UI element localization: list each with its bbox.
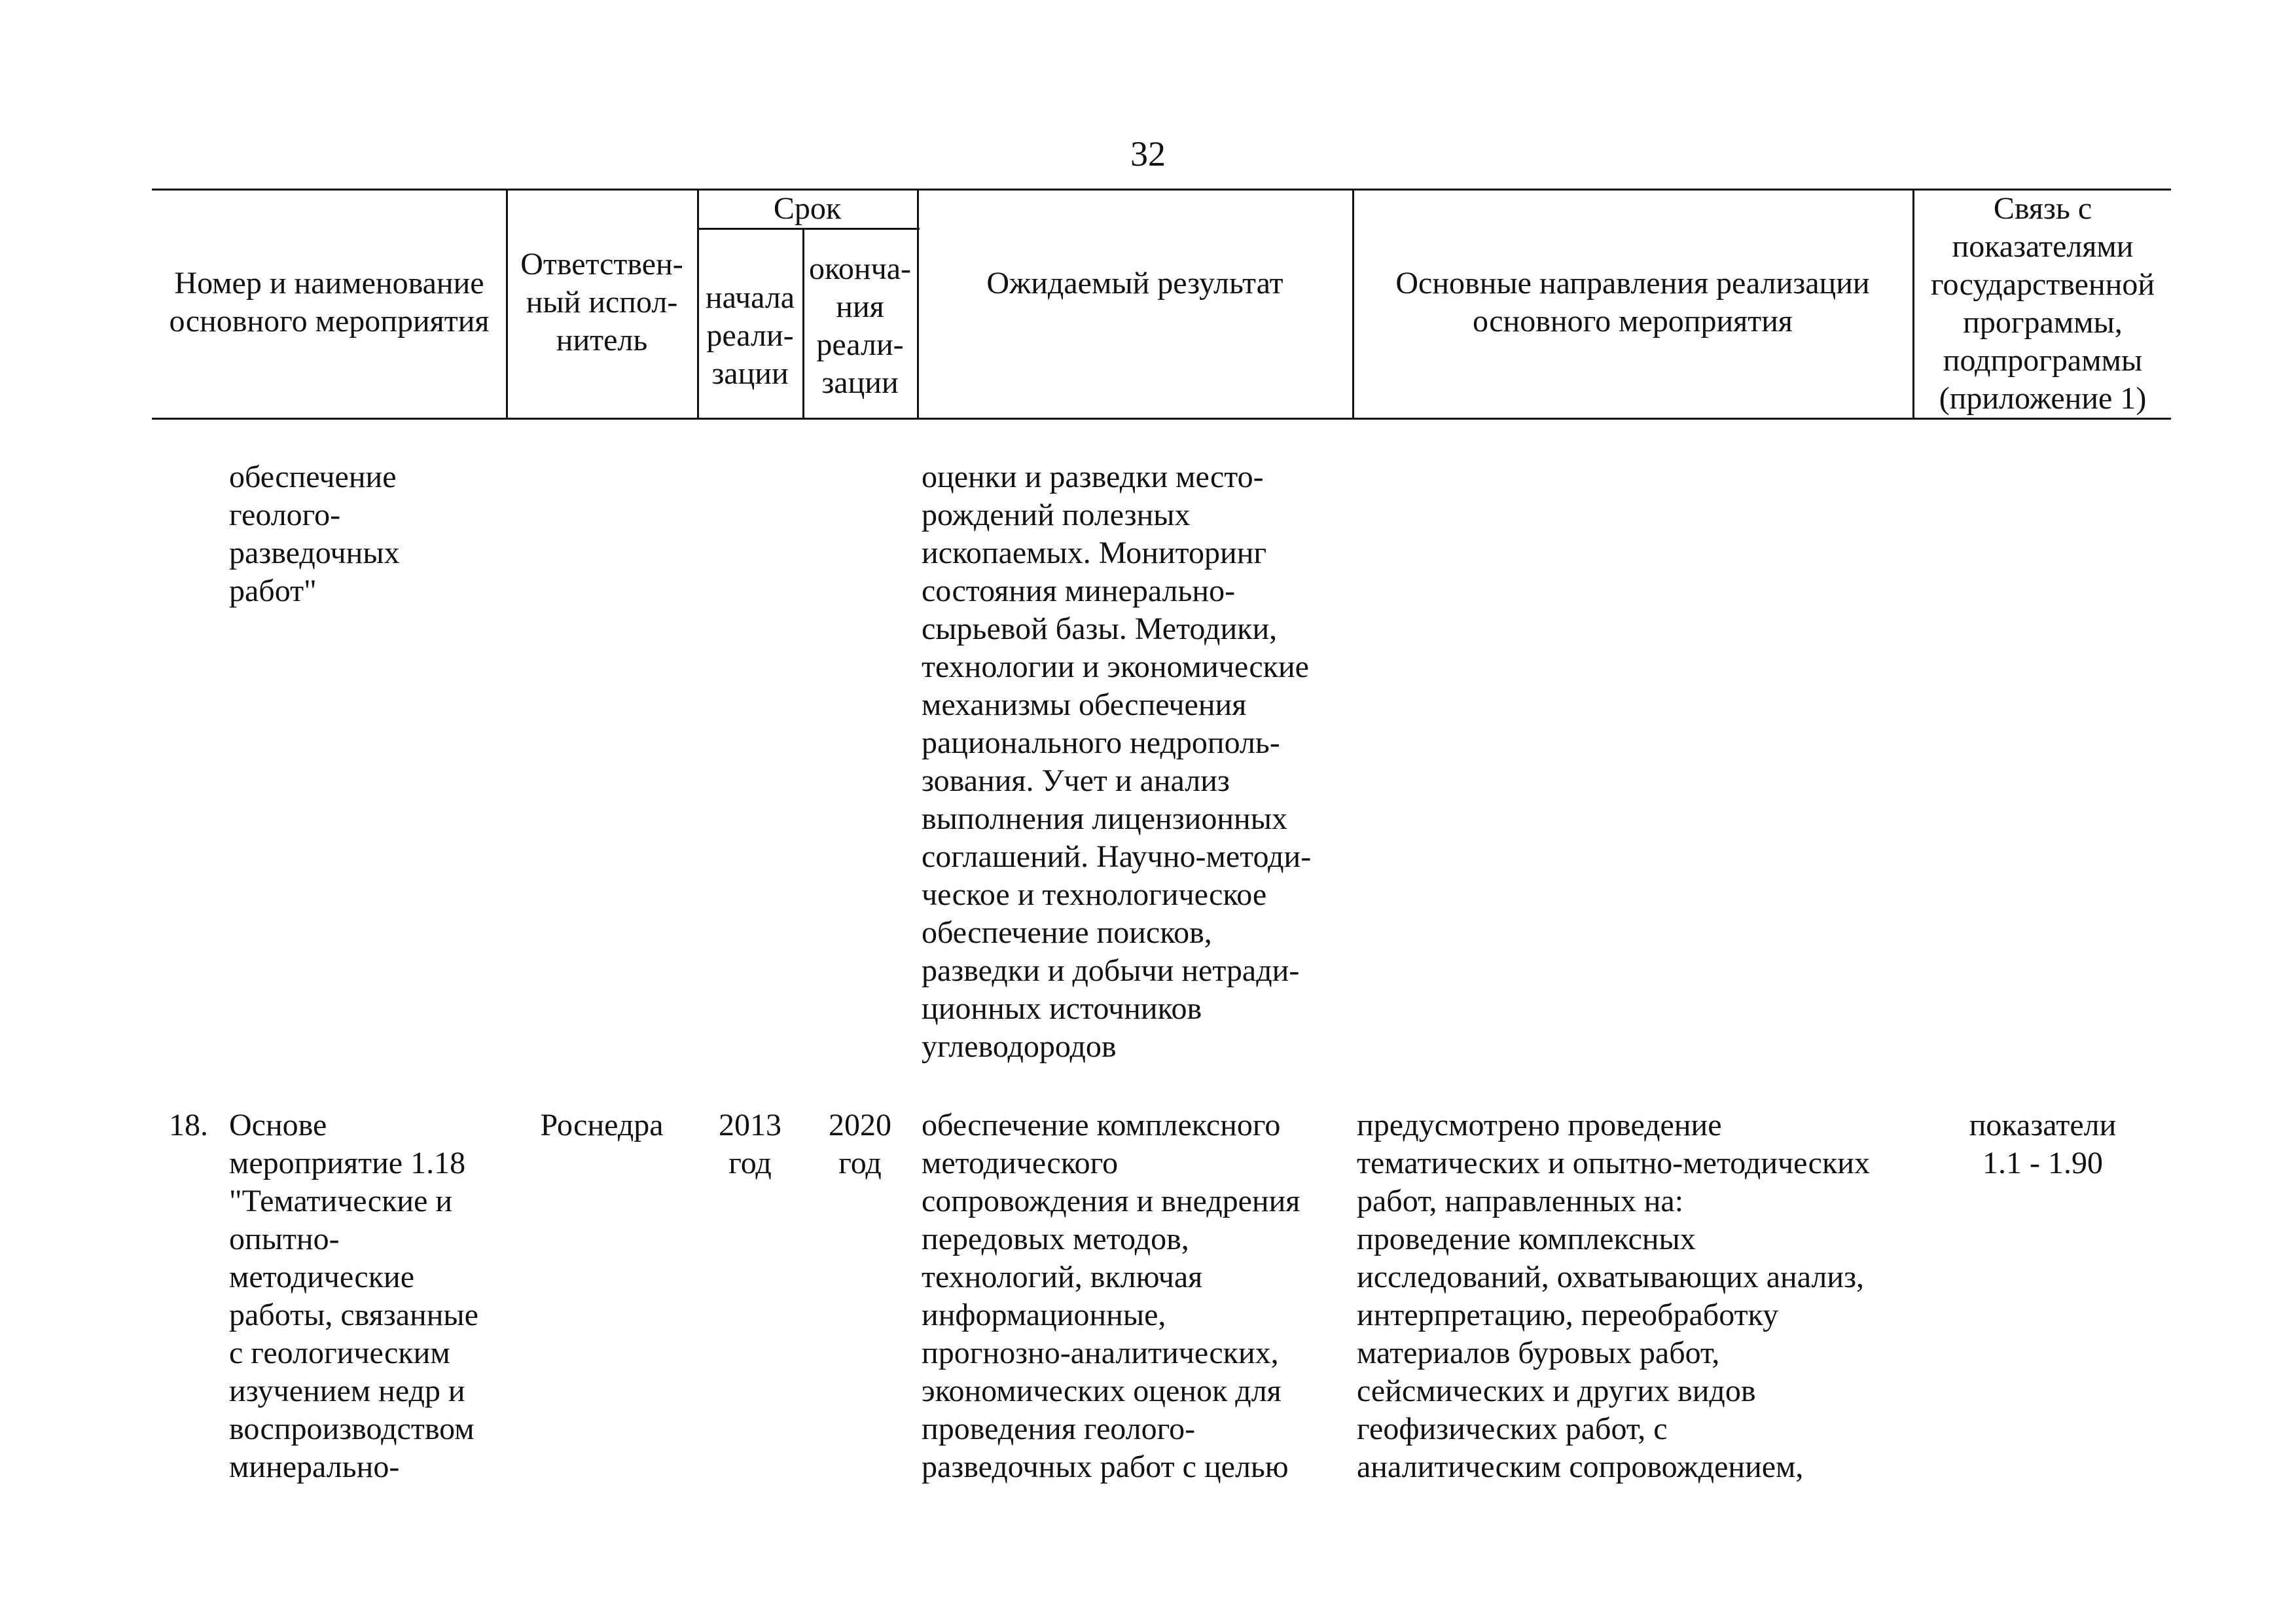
header-bottom-border <box>152 418 2171 420</box>
header-end: оконча- ния реали- зации <box>809 251 911 400</box>
row-2-name: Основе мероприятие 1.18 "Тематические и опытно- методические работы, связанные с геологическим изучением недр и воспроизводством минерально- <box>229 1108 478 1484</box>
col-divider-3 <box>917 189 919 418</box>
header-directions: Основные направления реализации основного мероприятия <box>1395 266 1870 338</box>
row-2-number: 18. <box>169 1108 208 1142</box>
row-2-end: 2020 год <box>829 1108 891 1180</box>
header-executor: Ответствен- ный испол- нитель <box>520 247 683 357</box>
header-term: Срок <box>773 191 842 226</box>
row-2-result: обеспечение комплексного методического сопровождения и внедрения передовых методов, технологий, включая информационные, прогнозно-аналитических, экономических оценок для проведения геолого- разведочных работ с целью <box>922 1108 1300 1484</box>
table-top-border <box>152 189 2171 191</box>
page-number: 32 <box>1130 134 1166 173</box>
row-2-link: показатели 1.1 - 1.90 <box>1969 1108 2117 1180</box>
row-1-name: обеспечение геолого- разведочных работ" <box>229 460 400 608</box>
header-name: Номер и наименование основного мероприятия <box>169 266 490 338</box>
row-2-executor: Роснедра <box>540 1108 664 1142</box>
header-link: Связь с показателями государственной программы, подпрограммы (приложение 1) <box>1930 191 2155 416</box>
header-result: Ожидаемый результат <box>986 266 1283 301</box>
header-start: начала реали- зации <box>705 280 795 391</box>
row-1-result: оценки и разведки место- рождений полезных ископаемых. Мониторинг состояния минерально- сырьевой базы. Методики, технологии и экономические механизмы обеспечения рационального недрополь- зования. Учет и анализ выполнения лицензионных соглашений. Научно-методи- ческое и технологическое обеспечение поисков, разведки и добычи нетради- ционных источников углеводородов <box>922 460 1312 1064</box>
row-2-start: 2013 год <box>719 1108 781 1180</box>
term-subheader-divider <box>697 228 920 230</box>
row-2-directions: предусмотрено проведение тематических и опытно-методических работ, направленных на: проведение комплексных исследований, охватывающих анализ, интерпретацию, переобработку материалов буровых работ, сейсмических и других видов геофизических работ, с аналитическим сопровождением, <box>1357 1108 1870 1484</box>
